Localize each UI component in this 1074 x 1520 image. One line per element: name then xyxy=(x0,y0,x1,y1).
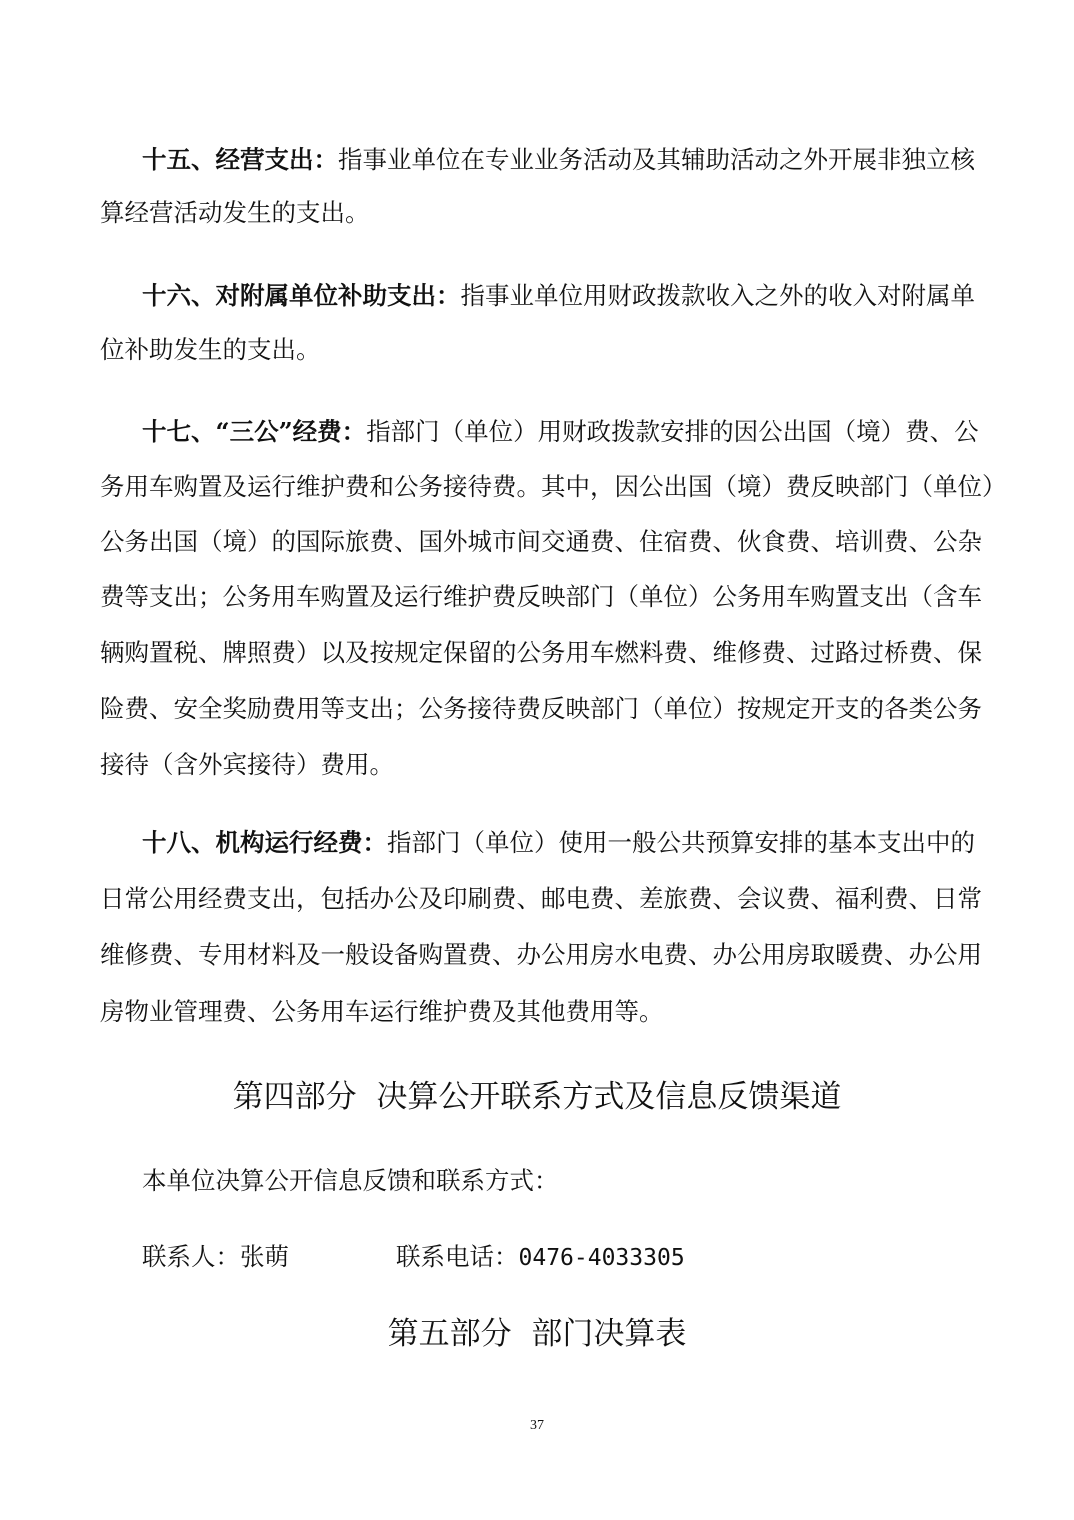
p18-line-2: 日常公用经费支出，包括办公及印刷费、邮电费、差旅费、会议费、福利费、日常 xyxy=(100,884,982,913)
part4-intro: 本单位决算公开信息反馈和联系方式： xyxy=(142,1166,559,1195)
phone-number: 0476-4033305 xyxy=(518,1245,685,1271)
text: 指部门（单位）使用一般公共预算安排的基本支出中的 xyxy=(387,828,975,857)
text: 指部门（单位）用财政拨款安排的因公出国（境）费、公 xyxy=(366,417,979,446)
p18-line-3: 维修费、专用材料及一般设备购置费、办公用房水电费、办公用房取暖费、办公用 xyxy=(100,940,982,969)
term: 十八、机构运行经费： xyxy=(142,828,387,857)
p16-line-2: 位补助发生的支出。 xyxy=(100,335,321,364)
p17-line-1 xyxy=(142,417,979,447)
phone-label: 联系电话： xyxy=(396,1242,519,1271)
text: 指事业单位用财政拨款收入之外的收入对附属单 xyxy=(460,281,975,310)
term: 十六、对附属单位补助支出： xyxy=(142,281,461,310)
p18-line-4: 房物业管理费、公务用车运行维护费及其他费用等。 xyxy=(100,997,664,1026)
p17-line-3: 公务出国（境）的国际旅费、国外城市间交通费、住宿费、伙食费、培训费、公杂 xyxy=(100,527,982,556)
contact-person: 联系人：张萌 xyxy=(142,1242,289,1271)
p17-line-2: 务用车购置及运行维护费和公务接待费。其中，因公出国（境）费反映部门（单位） xyxy=(100,472,1007,501)
part5-heading: 第五部分 部门决算表 xyxy=(387,1316,687,1352)
p15-line-2: 算经营活动发生的支出。 xyxy=(100,198,370,227)
contact-line xyxy=(142,1242,972,1272)
p15-line-1 xyxy=(142,145,975,175)
page-number: 37 xyxy=(530,1418,544,1433)
text: 指事业单位在专业业务活动及其辅助活动之外开展非独立核 xyxy=(338,145,975,174)
term: 十五、经营支出： xyxy=(142,145,338,174)
contact-phone xyxy=(396,1242,685,1273)
p17-line-5: 辆购置税、牌照费）以及按规定保留的公务用车燃料费、维修费、过路过桥费、保 xyxy=(100,638,982,667)
p17-line-7: 接待（含外宾接待）费用。 xyxy=(100,750,394,779)
part4-heading: 第四部分 决算公开联系方式及信息反馈渠道 xyxy=(232,1079,842,1115)
p17-line-4: 费等支出；公务用车购置及运行维护费反映部门（单位）公务用车购置支出（含车 xyxy=(100,582,982,611)
p16-line-1 xyxy=(142,281,975,311)
p18-line-1 xyxy=(142,828,975,858)
term: 十七、“三公”经费： xyxy=(142,417,367,446)
p17-line-6: 险费、安全奖励费用等支出；公务接待费反映部门（单位）按规定开支的各类公务 xyxy=(100,694,982,723)
